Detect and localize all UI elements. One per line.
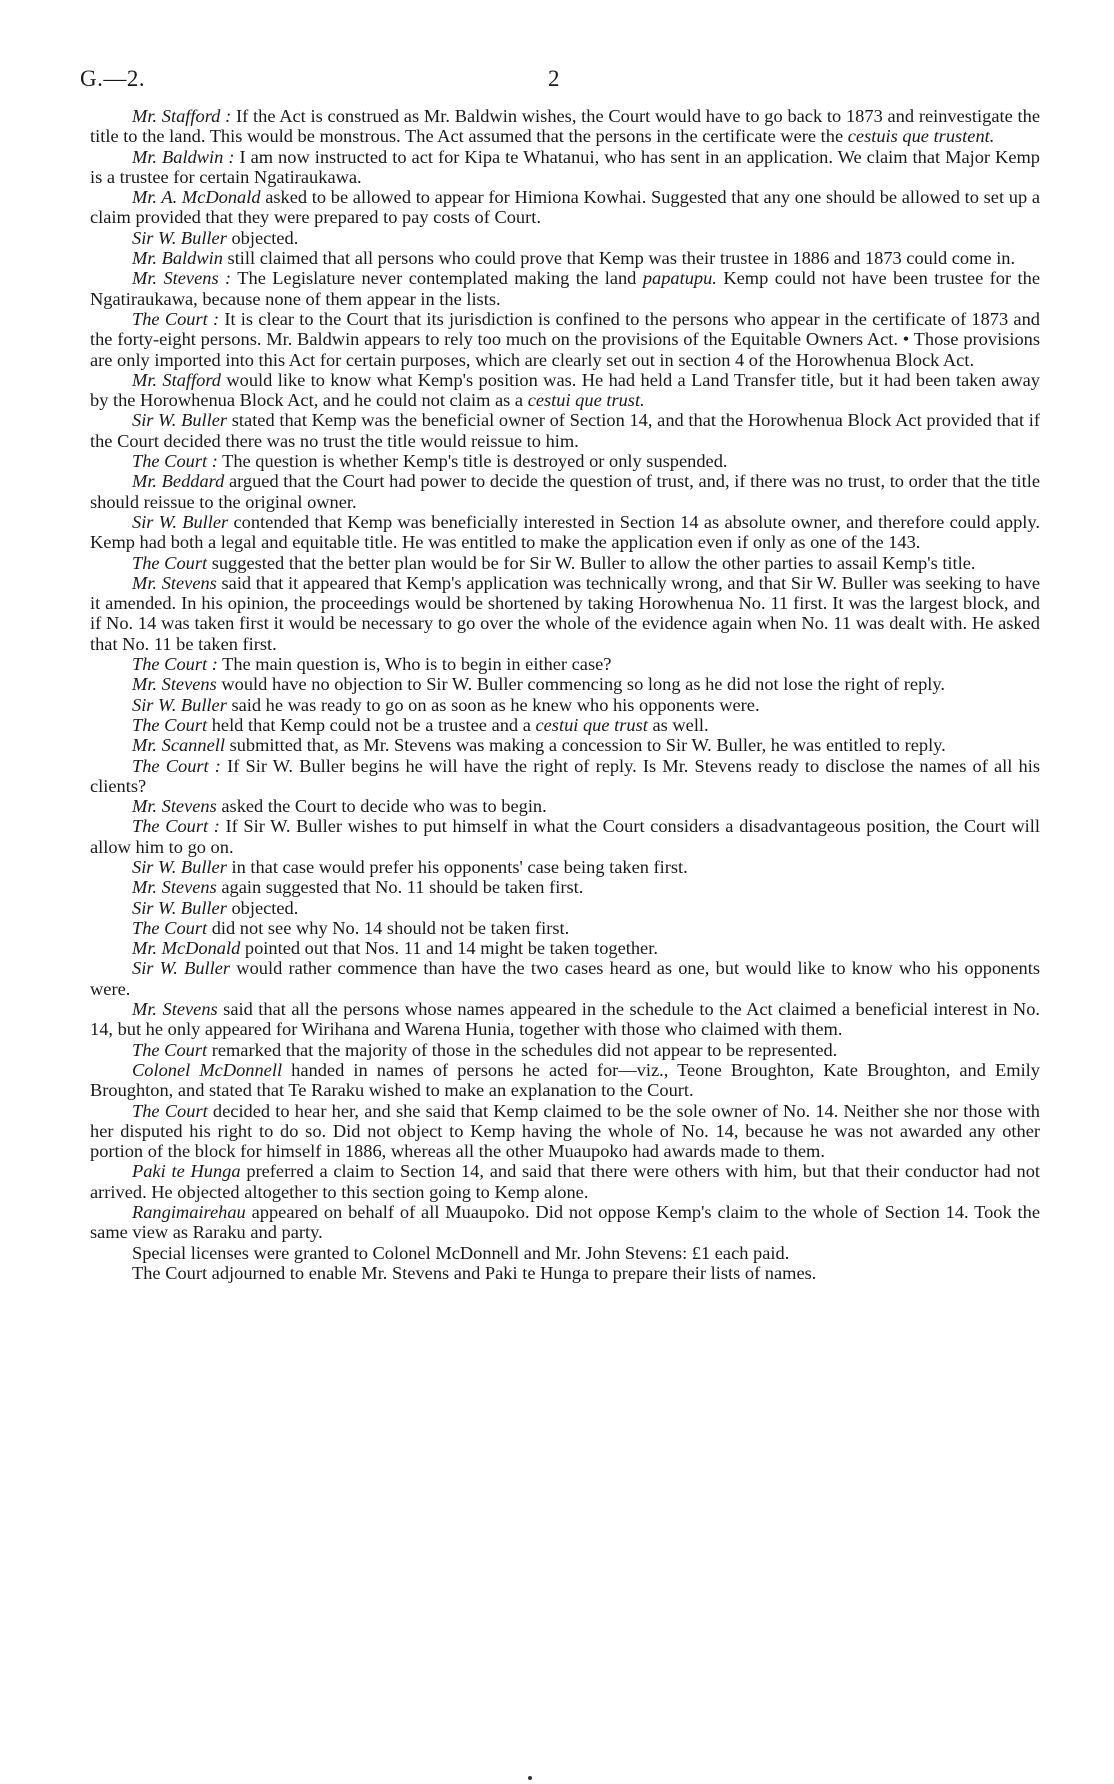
paragraph: [90, 228, 1040, 248]
paragraph-text: submitted that, as Mr. Stevens was making a concession to Sir W. Buller, he was entitled to reply.: [224, 735, 946, 756]
paragraph: [90, 735, 1040, 755]
paragraph: [90, 654, 1040, 674]
page-header: [80, 66, 1040, 106]
speaker-name: Rangimairehau: [132, 1202, 246, 1223]
paragraph: [90, 999, 1040, 1040]
paragraph-text: as well.: [647, 714, 709, 735]
speaker-name: Sir W. Buller: [132, 897, 227, 918]
paragraph-text: did not see why No. 14 should not be taken first.: [207, 917, 570, 938]
speaker-name: The Court :: [132, 654, 218, 675]
paragraph-text: stated that Kemp was the beneficial owner of Section 14, and that the Horowhenua Block Act provided that if the Court decided there was no trust the title would reissue to him.: [90, 410, 1040, 451]
paragraph: [90, 1101, 1040, 1162]
paragraph-text: preferred a claim to Section 14, and said that there were others with him, but that their conductor had not arrived. He objected altogether to this section going to Kemp alone.: [90, 1161, 1041, 1202]
paragraph-text: The Legislature never contemplated making the land: [231, 268, 643, 289]
paragraph-text: again suggested that No. 11 should be taken first.: [216, 877, 584, 898]
document-reference: G.—2.: [80, 66, 146, 91]
paragraph-text: contended that Kemp was beneficially interested in Section 14 as absolute owner, and therefore could apply. Kemp had both a legal and equitable title. He was entitled to make the application even if only as one of the 143.: [90, 511, 1040, 553]
paragraph-text: The main question is, Who is to begin in either case?: [217, 654, 612, 675]
paragraph-text: Kemp could not have been trustee for the Ngatiraukawa, because none of them appear in the lists.: [90, 268, 1041, 309]
paragraph: [90, 1161, 1040, 1202]
speaker-name: The Court :: [132, 755, 221, 776]
print-mark: [528, 1776, 532, 1780]
italic-text: papatupu.: [642, 268, 717, 289]
paragraph: [90, 1040, 1040, 1060]
speaker-name: Mr. Baldwin: [132, 248, 223, 269]
speaker-name: Mr. Stafford: [132, 369, 221, 390]
paragraph: [90, 938, 1040, 958]
paragraph-text: appeared on behalf of all Muaupoko. Did not oppose Kemp's claim to the whole of Section 14. Took the same view as Raraku and party.: [90, 1202, 1040, 1243]
speaker-name: Sir W. Buller: [132, 227, 227, 248]
paragraph: [90, 877, 1040, 897]
paragraph: [90, 958, 1040, 999]
paragraph-text: objected.: [226, 227, 299, 248]
paragraph-text: suggested that the better plan would be for Sir W. Buller to allow the other parties to assail Kemp's title.: [207, 552, 976, 573]
paragraph: [90, 1243, 1040, 1263]
paragraph-text: said that all the persons whose names appeared in the schedule to the Act claimed a beneficial interest in No. 14, but he only appeared for Wirihana and Warena Hunia, together with those who claimed with them.: [90, 999, 1040, 1040]
paragraph: [90, 410, 1040, 451]
speaker-name: The Court :: [132, 308, 220, 329]
speaker-name: Mr. A. McDonald: [132, 187, 261, 208]
speaker-name: Sir W. Buller: [132, 958, 231, 979]
paragraph-text: said he was ready to go on as soon as he knew who his opponents were.: [226, 694, 760, 715]
paragraph: [90, 918, 1040, 938]
paragraph: [90, 1202, 1040, 1243]
italic-text: cestuis que trustent.: [847, 126, 995, 147]
document-body: [90, 106, 1040, 1283]
speaker-name: Mr. Baldwin :: [132, 146, 235, 167]
paragraph-text: would rather commence than have the two cases heard as one, but would like to know who his opponents were.: [90, 958, 1040, 999]
page-number: 2: [548, 66, 560, 91]
speaker-name: Mr. Scannell: [132, 735, 225, 756]
paragraph-text: pointed out that Nos. 11 and 14 might be taken together.: [240, 938, 658, 959]
speaker-name: Mr. Stevens: [132, 572, 217, 593]
paragraph: [90, 898, 1040, 918]
italic-text: cestui que trust: [535, 714, 648, 735]
paragraph: [90, 715, 1040, 735]
paragraph-text: said that it appeared that Kemp's application was technically wrong, and that Sir W. Buller was seeking to have it amended. In his opinion, the proceedings would be shortened by taking Horowhenua No. 11 first. It was the largest block, and if No. 14 was taken first it would be necessary to go over the whole of the evidence again when No. 11 was dealt with. He asked that No. 11 be taken first.: [90, 572, 1040, 654]
paragraph: [90, 370, 1040, 411]
paragraph-text: decided to hear her, and she said that Kemp claimed to be the sole owner of No. 14. Neither she nor those with her disputed his right to do so. Did not object to Kemp having the whole of No. 14, because he was not awarded any other portion of the block for himself in 1886, whereas all the other Muaupoko had awards made to them.: [90, 1100, 1040, 1162]
paragraph-text: If Sir W. Buller begins he will have the right of reply. Is Mr. Stevens ready to disclose the names of all his clients?: [90, 755, 1040, 796]
speaker-name: Sir W. Buller: [132, 410, 228, 431]
paragraph: [90, 695, 1040, 715]
speaker-name: The Court: [132, 552, 208, 573]
paragraph-text: The question is whether Kemp's title is destroyed or only suspended.: [217, 451, 728, 472]
speaker-name: The Court: [132, 1100, 208, 1121]
speaker-name: The Court :: [132, 451, 218, 472]
speaker-name: Mr. Beddard: [132, 471, 225, 492]
paragraph-text: If Sir W. Buller wishes to put himself in what the Court considers a disadvantageous position, the Court will allow him to go on.: [90, 816, 1040, 857]
paragraph-text: remarked that the majority of those in the schedules did not appear to be represented.: [207, 1039, 838, 1060]
speaker-name: Mr. Stafford :: [132, 106, 232, 126]
paragraph: [90, 309, 1040, 370]
paragraph-text: would have no objection to Sir W. Buller commencing so long as he did not lose the right of reply.: [216, 674, 945, 695]
speaker-name: Sir W. Buller: [132, 511, 229, 532]
paragraph: [90, 796, 1040, 816]
paragraph: [90, 1263, 1040, 1283]
document-page: [80, 66, 1041, 1283]
speaker-name: Paki te Hunga: [132, 1161, 241, 1182]
paragraph: [90, 147, 1040, 188]
paragraph: [90, 1060, 1040, 1101]
speaker-name: Mr. Stevens: [132, 999, 218, 1020]
paragraph-text: The Court adjourned to enable Mr. Stevens and Paki te Hunga to prepare their lists of names.: [132, 1262, 817, 1283]
paragraph-text: If the Act is construed as Mr. Baldwin wishes, the Court would have to go back to 1873 and reinvestigate the title to the land. This would be monstrous. The Act assumed that the persons in the certificate were the: [90, 106, 1040, 147]
paragraph: [90, 187, 1040, 228]
paragraph: [90, 816, 1040, 857]
paragraph: [90, 451, 1040, 471]
paragraph: [90, 674, 1040, 694]
speaker-name: Mr. Stevens: [132, 877, 217, 898]
paragraph-text: still claimed that all persons who could prove that Kemp was their trustee in 1886 and 1873 could come in.: [222, 248, 1016, 269]
paragraph: [90, 106, 1040, 147]
paragraph-text: would like to know what Kemp's position was. He had held a Land Transfer title, but it had been taken away by the Horowhenua Block Act, and he could not claim as a: [90, 369, 1040, 411]
paragraph: [90, 756, 1040, 797]
speaker-name: Mr. McDonald: [132, 938, 241, 959]
speaker-name: Sir W. Buller: [132, 694, 227, 715]
speaker-name: The Court: [132, 714, 208, 735]
paragraph: [90, 248, 1040, 268]
italic-text: cestui que trust.: [527, 390, 645, 411]
speaker-name: Mr. Stevens :: [132, 268, 232, 289]
paragraph-text: argued that the Court had power to decide the question of trust, and, if there was no trust, to order that the title should reissue to the original owner.: [90, 471, 1040, 512]
paragraph: [90, 471, 1040, 512]
paragraph: [90, 857, 1040, 877]
paragraph-text: held that Kemp could not be a trustee and a: [207, 714, 536, 735]
paragraph-text: Special licenses were granted to Colonel McDonnell and Mr. John Stevens: £1 each paid.: [132, 1242, 790, 1263]
speaker-name: The Court: [132, 1039, 208, 1060]
speaker-name: The Court: [132, 917, 208, 938]
paragraph-text: handed in names of persons he acted for—viz., Teone Broughton, Kate Broughton, and Emily Broughton, and stated that Te Raraku wished to make an explanation to the Court.: [90, 1059, 1040, 1101]
paragraph: [90, 512, 1040, 553]
paragraph-text: objected.: [226, 897, 299, 918]
paragraph: [90, 573, 1040, 654]
paragraph: [90, 268, 1040, 309]
speaker-name: Mr. Stevens: [132, 674, 217, 695]
speaker-name: Colonel McDonnell: [132, 1059, 283, 1080]
paragraph-text: It is clear to the Court that its jurisdiction is confined to the persons who appear in the certificate of 1873 and the forty-eight persons. Mr. Baldwin appears to rely too much on the provisions of the Equitable Owners Act. • Those provisions are only imported into this Act for certain purposes, which are clearly set out in section 4 of the Horowhenua Block Act.: [90, 308, 1040, 370]
speaker-name: Mr. Stevens: [132, 796, 217, 817]
paragraph-text: asked to be allowed to appear for Himiona Kowhai. Suggested that any one should be allowed to set up a claim provided that they were prepared to pay costs of Court.: [90, 187, 1040, 228]
paragraph-text: asked the Court to decide who was to begin.: [216, 796, 547, 817]
speaker-name: Sir W. Buller: [132, 856, 227, 877]
paragraph: [90, 553, 1040, 573]
speaker-name: The Court :: [132, 816, 220, 837]
paragraph-text: in that case would prefer his opponents' case being taken first.: [226, 856, 688, 877]
paragraph-text: I am now instructed to act for Kipa te Whatanui, who has sent in an application. We claim that Major Kemp is a trustee for certain Ngatiraukawa.: [90, 146, 1040, 187]
